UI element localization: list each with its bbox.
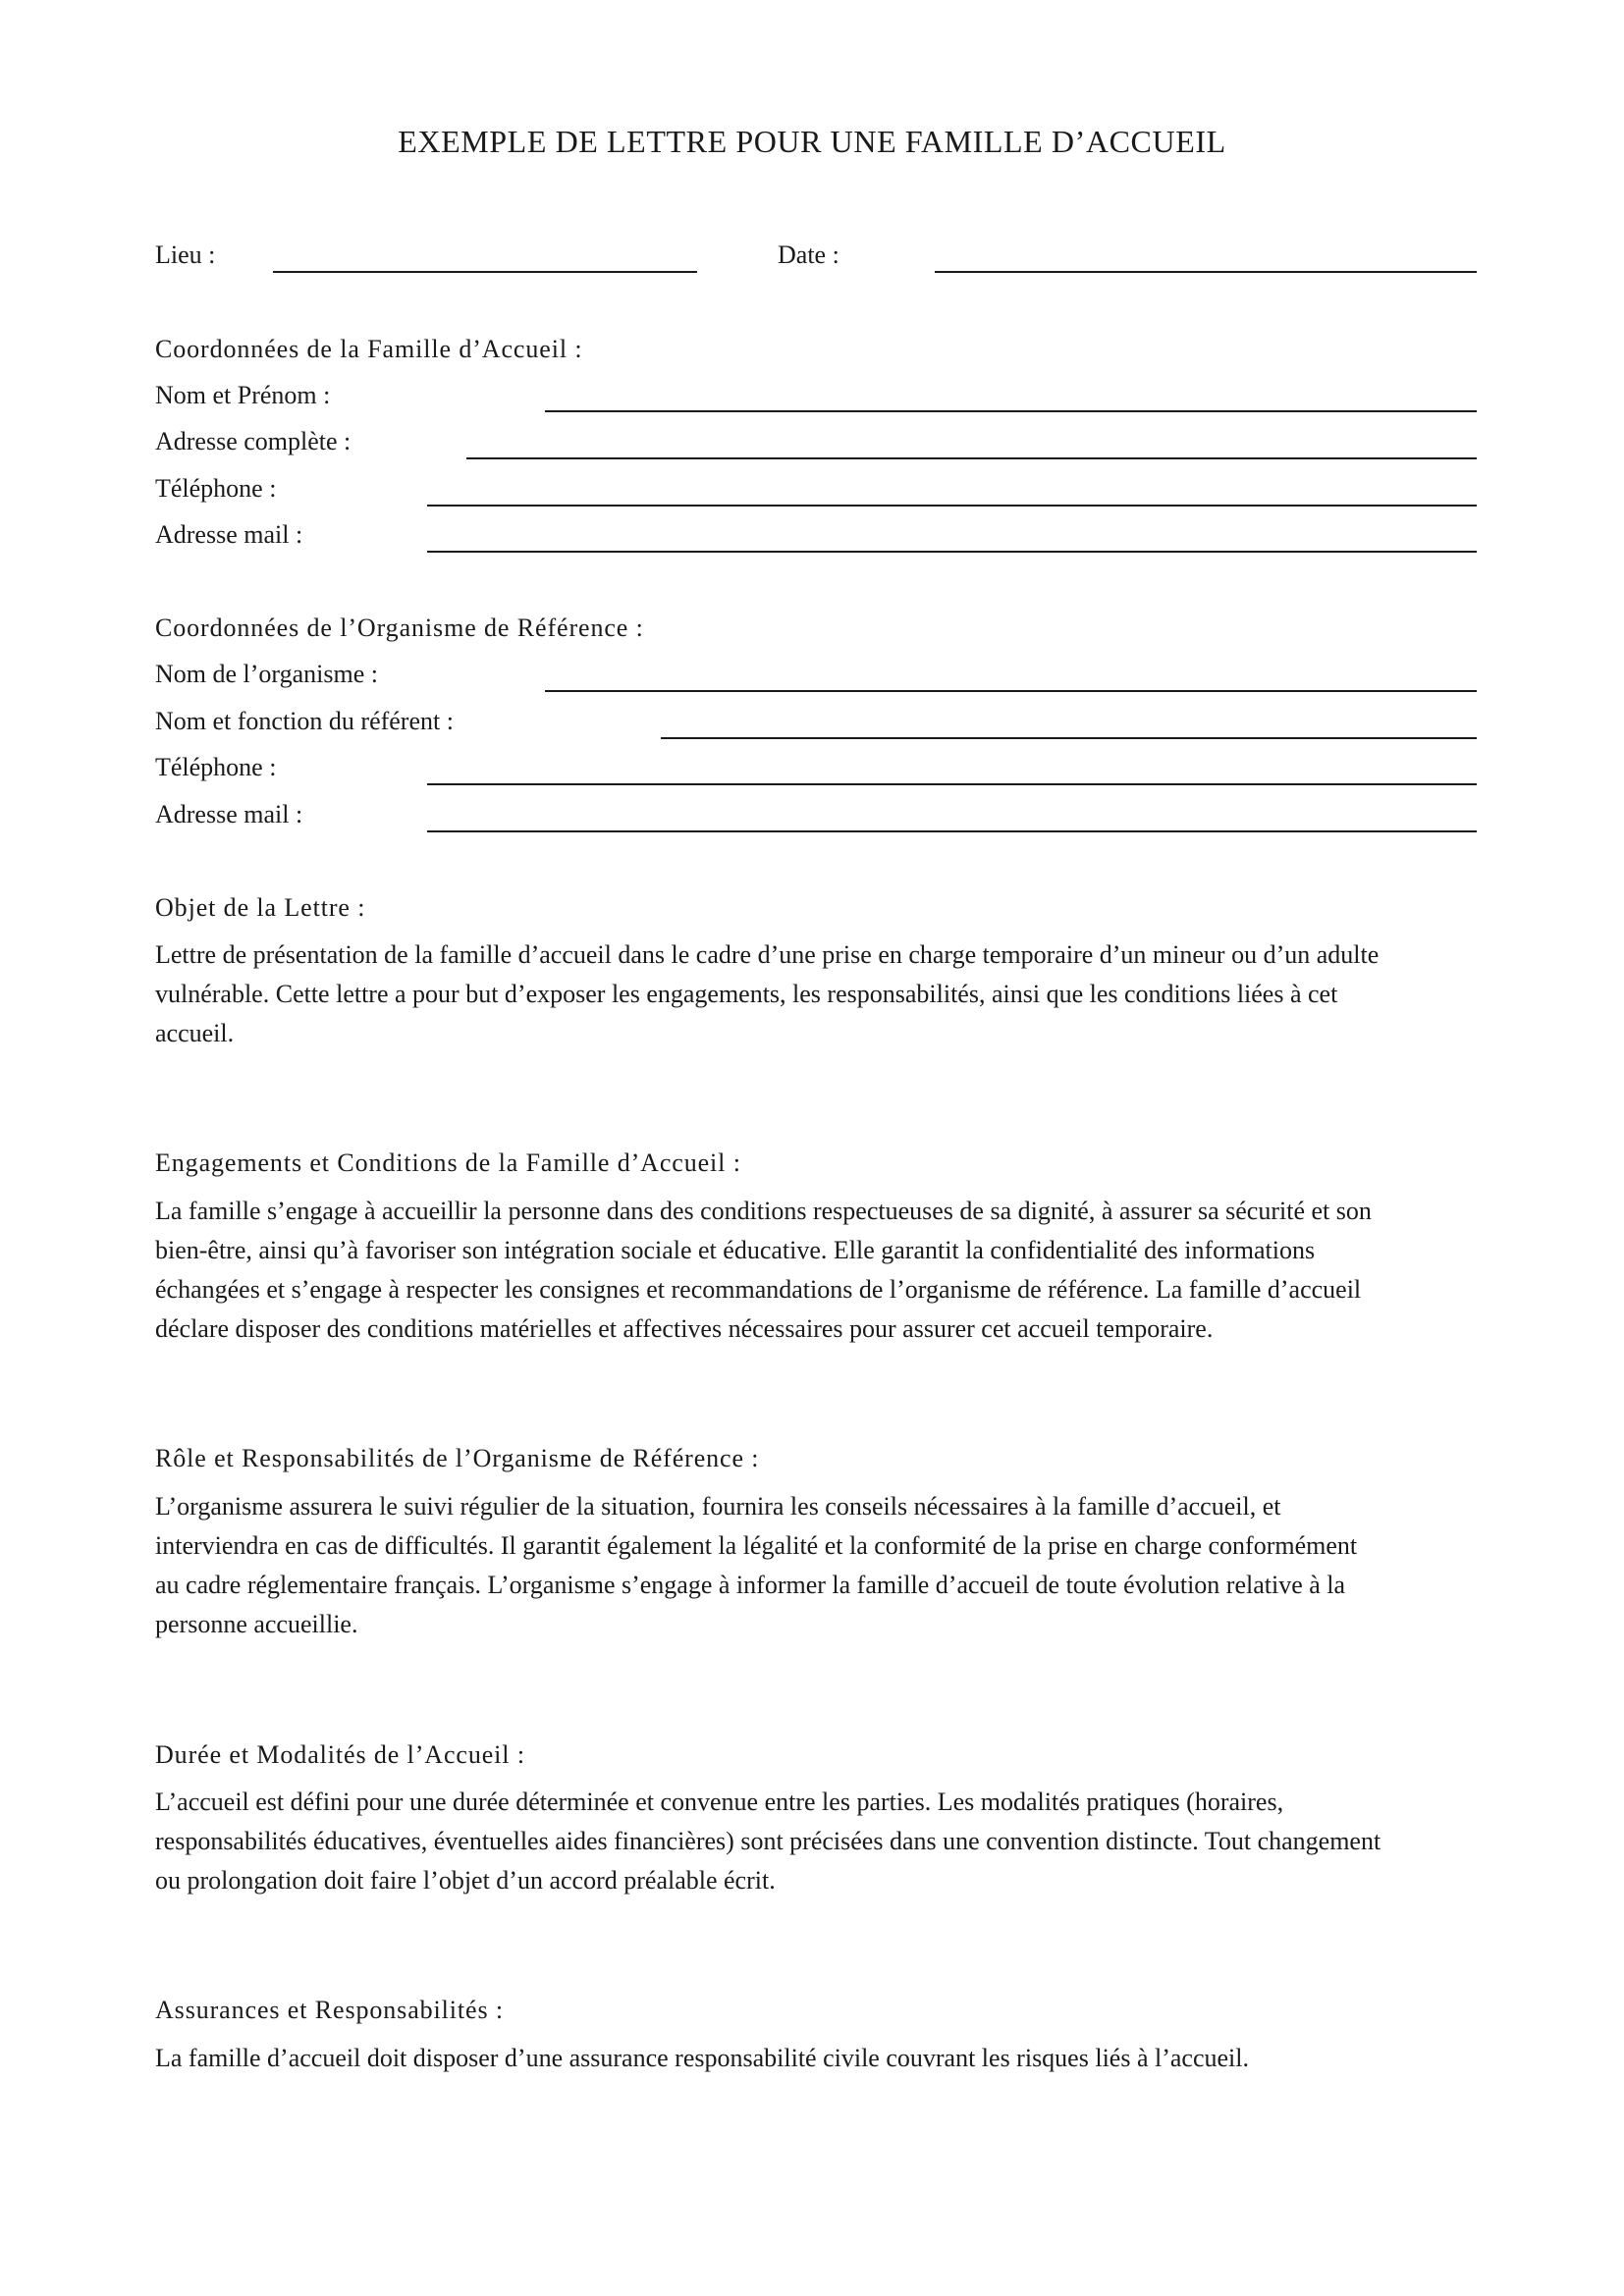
famille-telephone-field[interactable] bbox=[427, 505, 1477, 507]
organisme-mail-label: Adresse mail : bbox=[155, 800, 303, 828]
date-label: Date : bbox=[778, 240, 839, 269]
famille-nom-label: Nom et Prénom : bbox=[155, 381, 331, 409]
referent-label: Nom et fonction du référent : bbox=[155, 707, 454, 735]
organisme-mail-field[interactable] bbox=[427, 830, 1477, 832]
paragraph-line: échangées et s’engage à respecter les consignes et recommandations de l’organisme de référence. La famille d’accueil bbox=[155, 1275, 1362, 1304]
famille-adresse-field[interactable] bbox=[466, 457, 1477, 459]
paragraph-line: interviendra en cas de difficultés. Il garantit également la légalité et la conformité de la prise en charge conformément bbox=[155, 1531, 1358, 1560]
famille-nom-field[interactable] bbox=[545, 410, 1477, 412]
paragraph-line: Lettre de présentation de la famille d’accueil dans le cadre d’une prise en charge temporaire d’un mineur ou d’un adulte bbox=[155, 940, 1380, 969]
lieu-field[interactable] bbox=[273, 271, 697, 273]
paragraph-line: accueil. bbox=[155, 1019, 235, 1047]
objet-paragraph bbox=[155, 935, 1476, 1053]
paragraph-line: déclare disposer des conditions matérielles et affectives nécessaires pour assurer cet accueil temporaire. bbox=[155, 1314, 1214, 1343]
paragraph-line: La famille d’accueil doit disposer d’une assurance responsabilité civile couvrant les risques liés à l’accueil. bbox=[155, 2044, 1249, 2072]
organisme-nom-field[interactable] bbox=[545, 690, 1477, 692]
paragraph-line: bien-être, ainsi qu’à favoriser son intégration sociale et éducative. Elle garantit la confidentialité des informations bbox=[155, 1236, 1316, 1264]
paragraph-line: responsabilités éducatives, éventuelles aides financières) sont précisées dans une convention distincte. Tout changement bbox=[155, 1827, 1381, 1855]
role-organisme-heading: Rôle et Responsabilités de l’Organisme de Référence : bbox=[155, 1444, 760, 1472]
famille-mail-label: Adresse mail : bbox=[155, 520, 303, 549]
paragraph-line: ou prolongation doit faire l’objet d’un accord préalable écrit. bbox=[155, 1866, 776, 1895]
duree-heading: Durée et Modalités de l’Accueil : bbox=[155, 1740, 525, 1769]
referent-field[interactable] bbox=[661, 737, 1477, 739]
engagements-paragraph bbox=[155, 1192, 1476, 1349]
duree-paragraph bbox=[155, 1783, 1476, 1900]
assurances-paragraph bbox=[155, 2039, 1476, 2078]
paragraph-line: au cadre réglementaire français. L’organisme s’engage à informer la famille d’accueil de toute évolution relative à la bbox=[155, 1571, 1346, 1599]
role-organisme-paragraph bbox=[155, 1487, 1476, 1644]
paragraph-line: L’organisme assurera le suivi régulier de la situation, fournira les conseils nécessaires à la famille d’accueil, et bbox=[155, 1492, 1281, 1521]
organisme-heading: Coordonnées de l’Organisme de Référence : bbox=[155, 614, 644, 642]
objet-heading: Objet de la Lettre : bbox=[155, 893, 366, 922]
famille-telephone-label: Téléphone : bbox=[155, 474, 277, 503]
paragraph-line: L’accueil est défini pour une durée déterminée et convenue entre les parties. Les modalités pratiques (horaires, bbox=[155, 1788, 1284, 1816]
paragraph-line: La famille s’engage à accueillir la personne dans des conditions respectueuses de sa dignité, à assurer sa sécurité et son bbox=[155, 1197, 1372, 1225]
date-field[interactable] bbox=[935, 271, 1477, 273]
organisme-telephone-field[interactable] bbox=[427, 783, 1477, 785]
famille-mail-field[interactable] bbox=[427, 551, 1477, 553]
famille-heading: Coordonnées de la Famille d’Accueil : bbox=[155, 335, 583, 363]
paragraph-line: vulnérable. Cette lettre a pour but d’exposer les engagements, les responsabilités, ainsi que les conditions liées à cet bbox=[155, 980, 1338, 1008]
organisme-telephone-label: Téléphone : bbox=[155, 753, 277, 781]
famille-adresse-label: Adresse complète : bbox=[155, 427, 352, 455]
lieu-label: Lieu : bbox=[155, 240, 216, 269]
engagements-heading: Engagements et Conditions de la Famille d’Accueil : bbox=[155, 1148, 741, 1177]
assurances-heading: Assurances et Responsabilités : bbox=[155, 1996, 505, 2024]
organisme-nom-label: Nom de l’organisme : bbox=[155, 660, 378, 688]
document-title: EXEMPLE DE LETTRE POUR UNE FAMILLE D’ACCUEIL bbox=[398, 124, 1226, 159]
paragraph-line: personne accueillie. bbox=[155, 1610, 358, 1638]
